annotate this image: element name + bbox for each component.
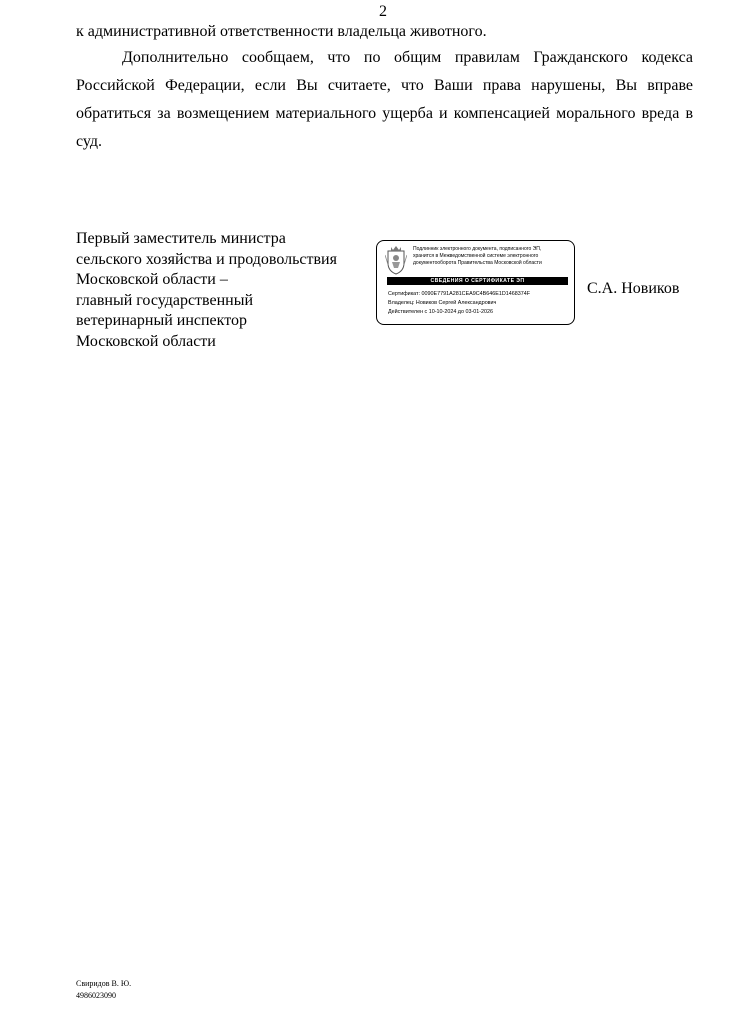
executor-phone: 4986023090 xyxy=(76,991,116,1000)
stamp-owner: Владелец: Новиков Сергей Александрович xyxy=(388,300,497,306)
stamp-certificate: Сертификат: 0090E7791A281CEA9C4B646E1D1468374F xyxy=(388,291,531,297)
stamp-validity: Действителен с 10-10-2024 до 03-01-2026 xyxy=(388,309,494,315)
executor-footer xyxy=(76,978,131,1002)
stamp-details xyxy=(388,290,530,317)
signer-name: С.А. Новиков xyxy=(587,280,680,297)
stamp-header-line: хранится в Межведомственной системе электронного xyxy=(413,253,539,259)
executor-name: Свиридов В. Ю. xyxy=(76,979,132,988)
stamp-section-title: СВЕДЕНИЯ О СЕРТИФИКАТЕ ЭП xyxy=(387,277,568,285)
continuation-line: к административной ответственности владельца животного. xyxy=(76,23,487,40)
page-number: 2 xyxy=(379,3,387,20)
stamp-header-line: Подлинник электронного документа, подписанного ЭП, xyxy=(413,246,542,252)
body-paragraph: Дополнительно сообщаем, что по общим правилам Гражданского кодекса Российской Федерации, если Вы считаете, что Ваши права нарушены, Вы вправе обратиться за возмещением материального ущерба и компенсацией морального вреда в суд. xyxy=(76,49,693,150)
signer-title-line: Московской области – xyxy=(76,271,228,289)
stamp-header-line: документооборота Правительства Московской области xyxy=(413,260,542,266)
signer-title-line: главный государственный xyxy=(76,291,254,309)
signer-title-line: Первый заместитель министра xyxy=(76,230,286,247)
signer-title-line: сельского хозяйства и продовольствия xyxy=(76,250,337,268)
signer-title-line: Московской области xyxy=(76,332,216,350)
signer-title-line: ветеринарный инспектор xyxy=(76,312,247,330)
signer-title-block xyxy=(76,229,376,353)
stamp-header xyxy=(413,246,573,267)
electronic-signature-stamp xyxy=(376,240,575,325)
coat-of-arms-icon xyxy=(385,245,407,275)
